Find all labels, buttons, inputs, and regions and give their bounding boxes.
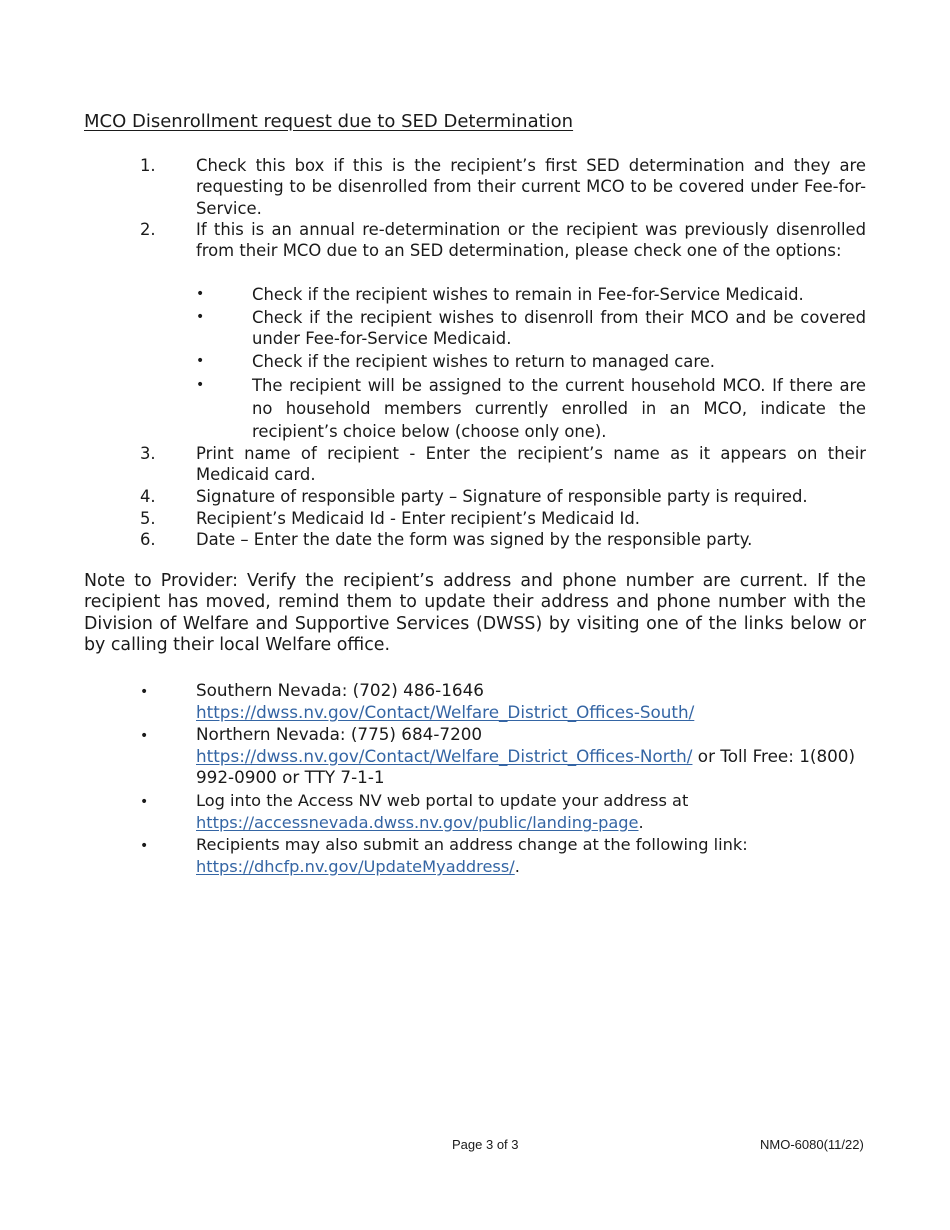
contact-after: or Toll Free: 1(800) 992-0900 or TTY 7-1-1 (196, 745, 856, 788)
contact-text: Southern Nevada: (702) 486-1646 (196, 680, 484, 700)
bullet-icon: • (140, 684, 149, 700)
numbered-item (140, 155, 866, 219)
north-office-link[interactable]: https://dwss.nv.gov/Contact/Welfare_District_Offices-North/ (196, 745, 693, 766)
contact-item (140, 724, 866, 789)
item-text: Print name of recipient - Enter the recipient’s name as it appears on their Medicaid card. (196, 444, 866, 485)
option-text: Check if the recipient wishes to remain in Fee-for-Service Medicaid. (252, 285, 804, 304)
item-number: 6. (140, 530, 156, 549)
option-text: Check if the recipient wishes to disenroll from their MCO and be covered under Fee-for-Service Medicaid. (252, 308, 866, 349)
contact-item (140, 680, 866, 723)
item-number: 4. (140, 487, 156, 506)
numbered-item (140, 508, 866, 529)
item-number: 1. (140, 156, 156, 175)
item-text: Signature of responsible party – Signature of responsible party is required. (196, 487, 808, 506)
bullet-icon: • (196, 377, 205, 393)
bullet-icon: • (140, 728, 149, 744)
bullet-icon: • (140, 794, 149, 810)
item-number: 3. (140, 444, 156, 463)
contact-text: Northern Nevada: (775) 684-7200 (196, 724, 483, 744)
option-text: Check if the recipient wishes to return to managed care. (252, 352, 716, 371)
item-text: Date – Enter the date the form was signed by the responsible party. (196, 530, 753, 549)
access-nv-link[interactable]: https://accessnevada.dwss.nv.gov/public/landing-page (196, 812, 639, 832)
contact-after: . (638, 812, 644, 832)
bullet-icon: • (140, 838, 149, 854)
bullet-icon: • (196, 353, 205, 369)
item-text: If this is an annual re-determination or the recipient was previously disenrolled from their MCO due to an SED determination, please check one of the options: (196, 220, 866, 261)
numbered-item (140, 529, 866, 550)
page-number: Page 3 of 3 (452, 1137, 519, 1152)
south-office-link[interactable]: https://dwss.nv.gov/Contact/Welfare_District_Offices-South/ (196, 701, 695, 722)
bullet-icon: • (196, 309, 205, 325)
item-number: 5. (140, 509, 156, 528)
contact-text: Recipients may also submit an address change at the following link: (196, 835, 748, 854)
contact-item (140, 834, 866, 877)
contact-after: . (514, 856, 520, 876)
item-number: 2. (140, 220, 156, 239)
numbered-item (140, 443, 866, 486)
provider-note: Note to Provider: Verify the recipient’s address and phone number are current. If the recipient has moved, remind them to update their address and phone number with the Division of Welfare and Supportive Services (DWSS) by visiting one of the links below or by calling their local Welfare office. (84, 571, 866, 656)
contact-item (140, 790, 866, 833)
option-text: The recipient will be assigned to the current household MCO. If there are no household members currently enrolled in an MCO, indicate the recipient’s choice below (choose only one). (252, 376, 866, 441)
update-address-link[interactable]: https://dhcfp.nv.gov/UpdateMyaddress/ (196, 856, 515, 876)
section-heading: MCO Disenrollment request due to SED Determination (84, 111, 574, 132)
item-text: Check this box if this is the recipient’s first SED determination and they are requesting to be disenrolled from their current MCO to be covered under Fee-for-Service. (196, 156, 866, 218)
numbered-item (140, 486, 866, 507)
option-item (196, 284, 866, 305)
form-id: NMO-6080(11/22) (760, 1137, 864, 1152)
bullet-icon: • (196, 286, 205, 302)
option-item (196, 307, 866, 350)
option-item (196, 351, 866, 372)
numbered-item (140, 219, 866, 262)
item-text: Recipient’s Medicaid Id - Enter recipient’s Medicaid Id. (196, 509, 641, 528)
contact-text: Log into the Access NV web portal to update your address at (196, 791, 689, 810)
option-item (196, 374, 866, 443)
